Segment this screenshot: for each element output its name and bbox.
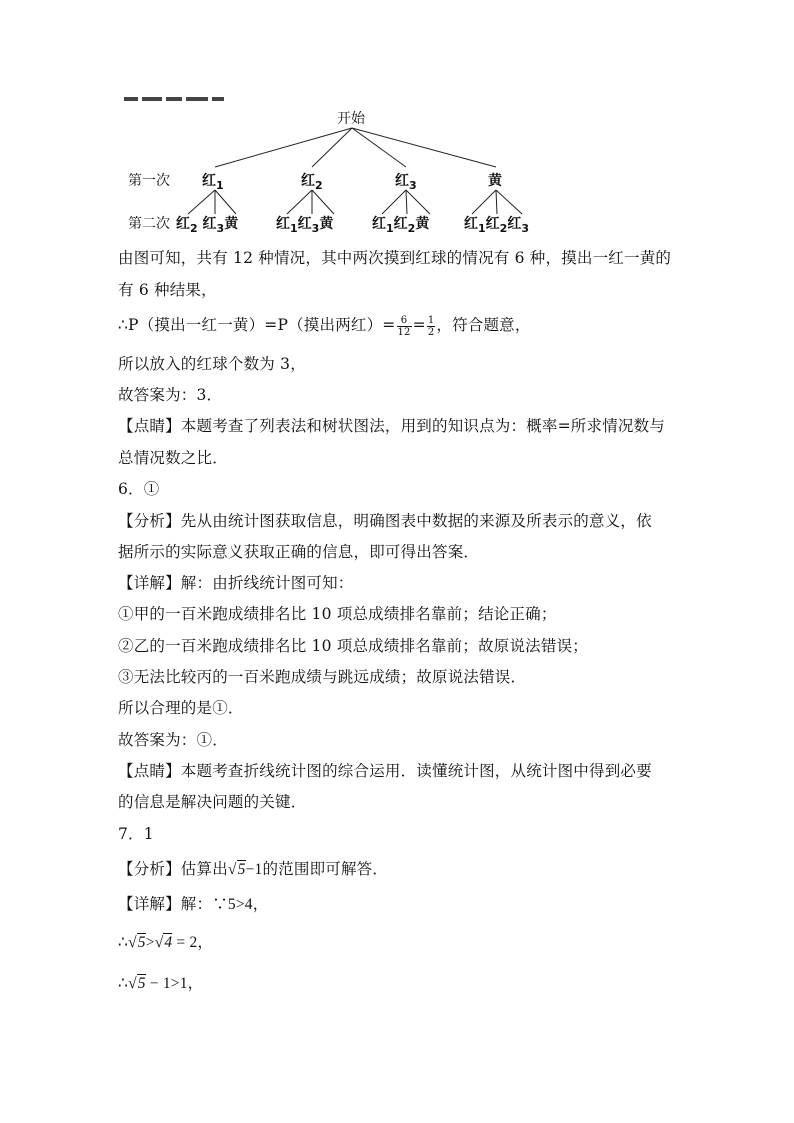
- text-line: 【分析】先从由统计图获取信息，明确图表中数据的来源及所表示的意义，依: [118, 512, 652, 530]
- fraction-1-2: $\frac{1}{2}$: [427, 314, 435, 338]
- text-line: 有 6 种结果，: [118, 281, 217, 299]
- text-line: 【点睛】本题考查了列表法和树状图法，用到的知识点为：概率=所求情况数与: [118, 417, 665, 435]
- tree-root-label: 开始: [337, 111, 365, 127]
- fraction-6-12: $\frac{6}{12}$: [397, 314, 411, 338]
- text-line: ②乙的一百米跑成绩排名比 10 项总成绩排名靠前；故原说法错误；: [118, 637, 588, 655]
- question-number: 6．①: [118, 480, 160, 498]
- text-line: 【详解】解：∵5>4，: [118, 895, 269, 913]
- text-line-sqrt: 【分析】估算出√5−1的范围即可解答．: [118, 860, 389, 878]
- text-line: 所以放入的红球个数为 3，: [118, 355, 306, 373]
- level2-group: 红$_1$红$_2$红$_3$: [464, 216, 529, 235]
- level2-group: 红$_2$ 红$_3$黄: [176, 216, 239, 235]
- text-line: 由图可知，共有 12 种情况，其中两次摸到红球的情况有 6 种，摸出一红一黄的: [118, 249, 672, 267]
- text-line: ③无法比较丙的一百米跑成绩与跳远成绩；故原说法错误．: [118, 668, 527, 686]
- level1-node: 红$_2$: [301, 173, 323, 192]
- sqrt-expression: √5: [128, 975, 146, 992]
- text-line: ①甲的一百米跑成绩排名比 10 项总成绩排名靠前；结论正确；: [118, 605, 557, 623]
- row1-label: 第一次: [128, 173, 170, 189]
- level1-node: 红$_1$: [202, 173, 224, 192]
- text-line-probability: ∴P（摸出一红一黄）=P（摸出两红）= $\frac{6}{12}$ = $\frac{1}{2}$ ，符合题意，: [118, 314, 531, 338]
- text-line: 所以合理的是①．: [118, 699, 244, 717]
- text-line-sqrt: ∴√5 − 1>1，: [118, 974, 204, 992]
- sqrt-expression: √5: [128, 934, 146, 951]
- sqrt-expression: √4: [154, 934, 173, 951]
- text-line: 的信息是解决问题的关键．: [118, 793, 307, 811]
- level2-group: 红$_1$红$_2$黄: [372, 216, 430, 235]
- level1-node: 红$_3$: [395, 173, 417, 192]
- tree-diagram: [120, 100, 560, 240]
- text-line: 故答案为：①．: [118, 731, 228, 749]
- text-line: 故答案为：3．: [118, 386, 223, 404]
- text-line: 【点睛】本题考查折线统计图的综合运用．读懂统计图，从统计图中得到必要: [118, 762, 652, 780]
- sqrt-expression: √5: [227, 861, 246, 878]
- text-line-sqrt: ∴√5>√4 = 2，: [118, 933, 214, 951]
- level2-group: 红$_1$红$_3$黄: [276, 216, 334, 235]
- text-line: 总情况数之比．: [118, 449, 228, 467]
- level1-node: 黄: [488, 173, 502, 189]
- row2-label: 第二次: [128, 216, 170, 232]
- text-line: 据所示的实际意义获取正确的信息，即可得出答案．: [118, 543, 480, 561]
- text-line: 【详解】解：由折线统计图可知：: [118, 574, 354, 592]
- question-number: 7．1: [118, 825, 154, 843]
